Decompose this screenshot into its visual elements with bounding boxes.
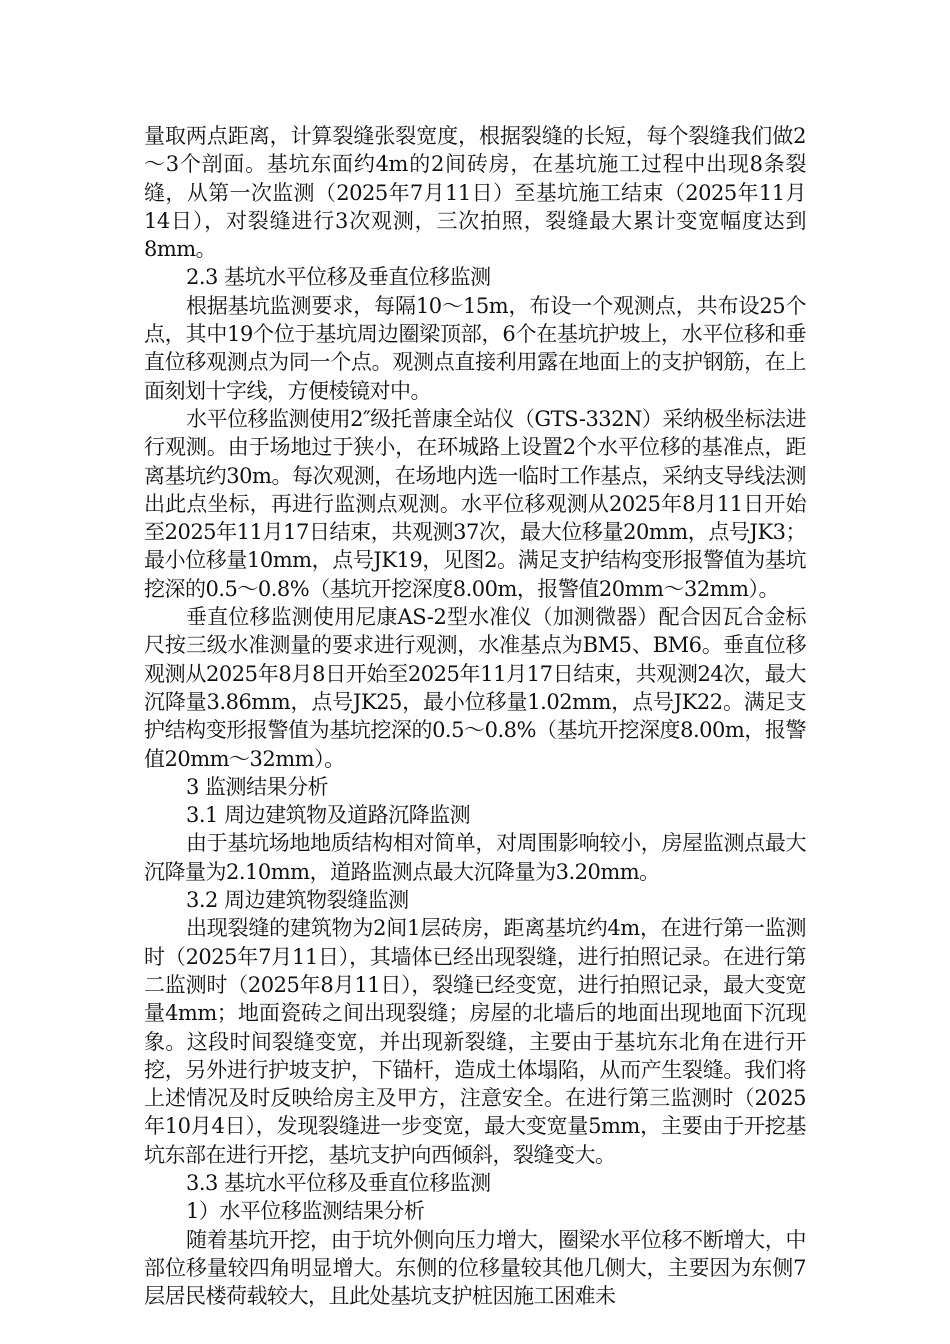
paragraph-observation-points: 根据基坑监测要求，每隔10～15m，布设一个观测点，共布设25个点，其中19个位于基坑周边圈梁顶部，6个在基坑护坡上，水平位移和垂直位移观测点为同一个点。观测点直接利用露在地面上的支护钢筋，在上面刻划十字线，方便棱镜对中。 [144, 293, 806, 403]
document-body [144, 122, 806, 1310]
heading-3-1: 3.1 周边建筑物及道路沉降监测 [186, 803, 471, 828]
heading-2-3: 2.3 基坑水平位移及垂直位移监测 [186, 265, 491, 290]
paragraph-crack-results: 出现裂缝的建筑物为2间1层砖房，距离基坑约4m，在进行第一监测时（2025年7月11日），其墙体已经出现裂缝，进行拍照记录。在进行第二监测时（2025年8月11日），裂缝已经变宽，进行拍照记录，最大变宽量4mm；地面瓷砖之间出现裂缝；房屋的北墙后的地面出现地面下沉现象。这段时间裂缝变宽，并出现新裂缝，主要由于基坑东北角在进行开挖，另外进行护坡支护，下锚杆，造成土体塌陷，从而产生裂缝。我们将上述情况及时反映给房主及甲方，注意安全。在进行第三监测时（2025年10月4日），发现裂缝进一步变宽，最大变宽量5mm，主要由于开挖基坑东部在进行开挖，基坑支护向西倾斜，裂缝变大。 [144, 916, 806, 1167]
paragraph-horizontal-monitoring: 水平位移监测使用2″级托普康全站仪（GTS-332N）采纳极坐标法进行观测。由于场地过于狭小，在环城路上设置2个水平位移的基准点，距离基坑约30m。每次观测，在场地内选一临时工作基点，采纳支导线法测出此点坐标，再进行监测点观测。水平位移观测从2025年8月11日开始至2025年11月17日结束，共观测37次，最大位移量20mm，点号JK3；最小位移量10mm，点号JK19，见图2。满足支护结构变形报警值为基坑挖深的0.5～0.8%（基坑开挖深度8.00m，报警值20mm～32mm）。 [144, 406, 806, 601]
heading-3-3: 3.3 基坑水平位移及垂直位移监测 [186, 1170, 491, 1195]
paragraph-settlement-results: 由于基坑场地地质结构相对简单，对周围影响较小，房屋监测点最大沉降量为2.10mm，道路监测点最大沉降量为3.20mm。 [144, 831, 806, 884]
heading-3-2: 3.2 周边建筑物裂缝监测 [186, 888, 409, 913]
paragraph-crack-measurement-cont: 量取两点距离，计算裂缝张裂宽度，根据裂缝的长短，每个裂缝我们做2～3个剖面。基坑东面约4m的2间砖房，在基坑施工过程中出现8条裂缝，从第一次监测（2025年7月11日）至基坑施工结束（2025年11月14日），对裂缝进行3次观测，三次拍照，裂缝最大累计变宽幅度达到8mm。 [144, 124, 806, 262]
heading-3: 3 监测结果分析 [186, 774, 329, 799]
heading-horizontal-analysis: 1）水平位移监测结果分析 [186, 1199, 425, 1224]
paragraph-horizontal-analysis: 随着基坑开挖，由于坑外侧向压力增大，圈梁水平位移不断增大，中部位移量较四角明显增大。东侧的位移量较其他几侧大，主要因为东侧7层居民楼荷载较大，且此处基坑支护桩因施工困难未 [144, 1227, 806, 1309]
paragraph-vertical-monitoring: 垂直位移监测使用尼康AS-2型水准仪（加测微器）配合因瓦合金标尺按三级水准测量的要求进行观测，水准基点为BM5、BM6。垂直位移观测从2025年8月8日开始至2025年11月17日结束，共观测24次，最大沉降量3.86mm，点号JK25，最小位移量1.02mm，点号JK22。满足支护结构变形报警值为基坑挖深的0.5～0.8%（基坑开挖深度8.00m，报警值20mm～32mm）。 [144, 605, 806, 771]
